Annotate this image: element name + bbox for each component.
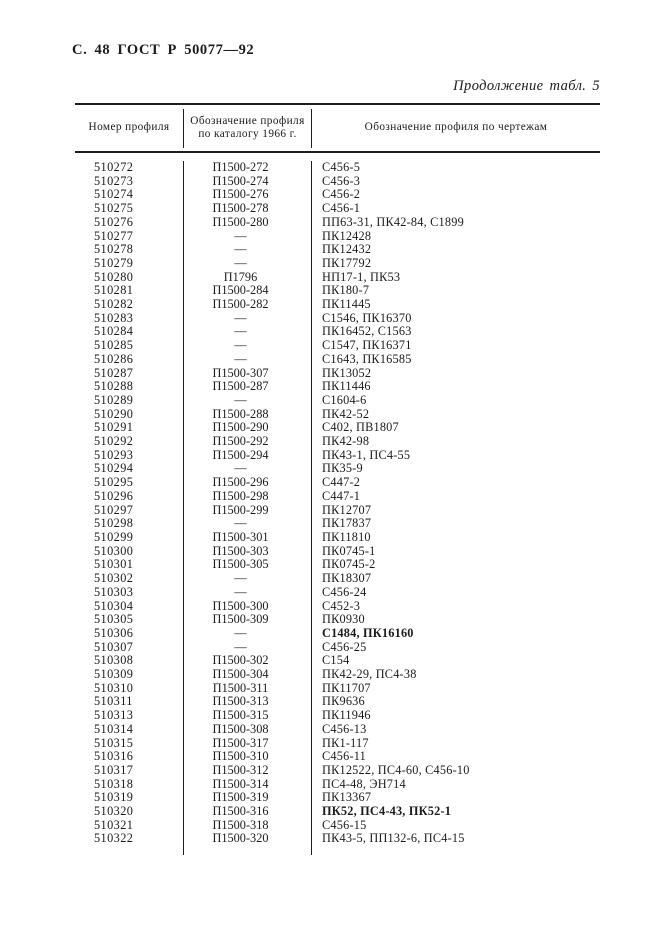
cell-drawing-designation: ПК13052 <box>322 365 372 380</box>
cell-profile-number: 510317 <box>94 762 134 777</box>
cell-catalog-designation: — <box>183 641 312 655</box>
table-row <box>75 682 600 696</box>
table-row <box>75 641 600 655</box>
cell-profile-number: 510314 <box>94 721 134 736</box>
cell-profile-number: 510318 <box>94 776 134 791</box>
table-row <box>75 791 600 805</box>
table-row <box>75 613 600 627</box>
cell-drawing-designation: С456-2 <box>322 187 361 202</box>
cell-catalog-designation: П1500-298 <box>183 490 312 504</box>
cell-catalog-designation: П1500-292 <box>183 435 312 449</box>
table-row <box>75 600 600 614</box>
column-header-profile-number: Номер профиля <box>88 121 170 134</box>
cell-drawing-designation: ПК11445 <box>322 297 371 312</box>
cell-profile-number: 510275 <box>94 201 134 216</box>
cell-catalog-designation: — <box>183 353 312 367</box>
table-row <box>75 668 600 682</box>
cell-catalog-designation: П1500-311 <box>183 682 312 696</box>
cell-drawing-designation: ПК11446 <box>322 379 371 394</box>
cell-drawing-designation: С456-3 <box>322 173 361 188</box>
cell-catalog-designation: — <box>183 586 312 600</box>
cell-drawing-designation: С456-24 <box>322 584 367 599</box>
table-row <box>75 723 600 737</box>
cell-catalog-designation: П1500-280 <box>183 216 312 230</box>
cell-drawing-designation: ПК11946 <box>322 708 371 723</box>
table-row <box>75 325 600 339</box>
cell-catalog-designation: П1500-305 <box>183 558 312 572</box>
cell-catalog-designation: П1500-296 <box>183 476 312 490</box>
cell-drawing-designation: ПК1-117 <box>322 735 369 750</box>
cell-profile-number: 510289 <box>94 392 134 407</box>
table-row <box>75 243 600 257</box>
cell-catalog-designation: П1500-300 <box>183 600 312 614</box>
cell-catalog-designation: П1500-282 <box>183 298 312 312</box>
table-row <box>75 312 600 326</box>
cell-catalog-designation: П1500-276 <box>183 188 312 202</box>
cell-catalog-designation: П1500-312 <box>183 764 312 778</box>
profiles-table <box>75 103 600 855</box>
cell-profile-number: 510319 <box>94 790 134 805</box>
cell-profile-number: 510272 <box>94 160 134 174</box>
cell-profile-number: 510274 <box>94 187 134 202</box>
cell-drawing-designation: ПК42-52 <box>322 406 370 421</box>
cell-catalog-designation: — <box>183 517 312 531</box>
table-row <box>75 435 600 449</box>
cell-profile-number: 510308 <box>94 653 134 668</box>
cell-profile-number: 510291 <box>94 420 134 435</box>
cell-profile-number: 510295 <box>94 475 134 490</box>
table-row <box>75 353 600 367</box>
cell-drawing-designation: ПК12707 <box>322 502 372 517</box>
cell-profile-number: 510304 <box>94 598 134 613</box>
table-row <box>75 504 600 518</box>
cell-profile-number: 510302 <box>94 571 134 586</box>
cell-drawing-designation: ПС4-48, ЭН714 <box>322 776 406 791</box>
table-row <box>75 408 600 422</box>
cell-drawing-designation: С1546, ПК16370 <box>322 310 412 325</box>
cell-catalog-designation: — <box>183 339 312 353</box>
table-row <box>75 462 600 476</box>
column-header-catalog-designation: Обозначение профиля по каталогу 1966 г. <box>183 109 312 148</box>
cell-drawing-designation: С447-2 <box>322 475 361 490</box>
cell-profile-number: 510284 <box>94 324 134 339</box>
cell-drawing-designation: С456-11 <box>322 749 366 764</box>
cell-catalog-designation: П1500-314 <box>183 778 312 792</box>
cell-catalog-designation: — <box>183 572 312 586</box>
table-row <box>75 421 600 435</box>
cell-drawing-designation: С1604-6 <box>322 392 367 407</box>
cell-catalog-designation: П1500-304 <box>183 668 312 682</box>
cell-profile-number: 510310 <box>94 680 134 695</box>
cell-catalog-designation: — <box>183 312 312 326</box>
cell-profile-number: 510279 <box>94 255 134 270</box>
cell-profile-number: 510300 <box>94 543 134 558</box>
cell-profile-number: 510307 <box>94 639 134 654</box>
cell-drawing-designation: ПК12432 <box>322 242 372 257</box>
cell-drawing-designation: ПК52, ПС4-43, ПК52-1 <box>322 804 452 819</box>
cell-catalog-designation: — <box>183 325 312 339</box>
table-row <box>75 627 600 641</box>
cell-profile-number: 510320 <box>94 804 134 819</box>
cell-profile-number: 510303 <box>94 584 134 599</box>
table-row <box>75 188 600 202</box>
cell-catalog-designation: П1500-274 <box>183 175 312 189</box>
cell-drawing-designation: ПК0745-1 <box>322 543 376 558</box>
cell-drawing-designation: ПК43-5, ПП132-6, ПС4-15 <box>322 831 465 846</box>
column-header-drawing-designation: Обозначение профиля по чертежам <box>364 121 548 134</box>
cell-profile-number: 510313 <box>94 708 134 723</box>
table-row <box>75 819 600 833</box>
cell-drawing-designation: ПК18307 <box>322 571 372 586</box>
table-row <box>75 175 600 189</box>
cell-catalog-designation: П1500-303 <box>183 545 312 559</box>
cell-profile-number: 510287 <box>94 365 134 380</box>
cell-drawing-designation: С1547, ПК16371 <box>322 338 412 353</box>
cell-drawing-designation: ПК180-7 <box>322 283 370 298</box>
cell-drawing-designation: С456-15 <box>322 817 367 832</box>
table-row <box>75 284 600 298</box>
cell-profile-number: 510273 <box>94 173 134 188</box>
table-row <box>75 737 600 751</box>
cell-drawing-designation: С154 <box>322 653 350 668</box>
table-row <box>75 531 600 545</box>
cell-catalog-designation: П1500-301 <box>183 531 312 545</box>
cell-drawing-designation: ПК17837 <box>322 516 372 531</box>
cell-profile-number: 510283 <box>94 310 134 325</box>
cell-drawing-designation: С1484, ПК16160 <box>322 625 414 640</box>
cell-catalog-designation: П1500-287 <box>183 380 312 394</box>
cell-catalog-designation: П1500-313 <box>183 695 312 709</box>
cell-catalog-designation: — <box>183 627 312 641</box>
cell-profile-number: 510294 <box>94 461 134 476</box>
cell-catalog-designation: П1500-272 <box>183 161 312 175</box>
cell-catalog-designation: П1500-299 <box>183 504 312 518</box>
cell-drawing-designation: С456-5 <box>322 160 361 174</box>
cell-drawing-designation: ПК35-9 <box>322 461 363 476</box>
table-row <box>75 161 600 175</box>
cell-drawing-designation: С447-1 <box>322 488 361 503</box>
table-row <box>75 490 600 504</box>
table-row <box>75 805 600 819</box>
table-row <box>75 476 600 490</box>
cell-catalog-designation: П1500-310 <box>183 750 312 764</box>
cell-catalog-designation: П1500-316 <box>183 805 312 819</box>
table-row <box>75 380 600 394</box>
cell-drawing-designation: ПК12428 <box>322 228 372 243</box>
table-row <box>75 558 600 572</box>
table-row <box>75 750 600 764</box>
cell-catalog-designation: П1500-308 <box>183 723 312 737</box>
cell-drawing-designation: С456-1 <box>322 201 361 216</box>
table-row <box>75 271 600 285</box>
cell-catalog-designation: — <box>183 243 312 257</box>
table-row <box>75 572 600 586</box>
table-row <box>75 298 600 312</box>
cell-drawing-designation: ПК11707 <box>322 680 371 695</box>
cell-catalog-designation: П1500-302 <box>183 654 312 668</box>
table-row <box>75 545 600 559</box>
cell-profile-number: 510278 <box>94 242 134 257</box>
cell-catalog-designation: П1500-290 <box>183 421 312 435</box>
cell-profile-number: 510311 <box>94 694 133 709</box>
table-row <box>75 394 600 408</box>
table-row <box>75 709 600 723</box>
table-row <box>75 367 600 381</box>
cell-drawing-designation: ПК9636 <box>322 694 365 709</box>
cell-drawing-designation: ПК43-1, ПС4-55 <box>322 447 411 462</box>
cell-profile-number: 510288 <box>94 379 134 394</box>
cell-catalog-designation: П1500-317 <box>183 737 312 751</box>
cell-catalog-designation: П1796 <box>183 271 312 285</box>
cell-drawing-designation: ПК12522, ПС4-60, С456-10 <box>322 762 470 777</box>
cell-catalog-designation: П1500-309 <box>183 613 312 627</box>
cell-profile-number: 510316 <box>94 749 134 764</box>
table-body <box>75 153 600 855</box>
cell-profile-number: 510292 <box>94 434 134 449</box>
cell-drawing-designation: ПП63-31, ПК42-84, С1899 <box>322 214 464 229</box>
cell-drawing-designation: ПК0745-2 <box>322 557 376 572</box>
cell-profile-number: 510296 <box>94 488 134 503</box>
cell-profile-number: 510282 <box>94 297 134 312</box>
cell-profile-number: 510306 <box>94 625 134 640</box>
cell-catalog-designation: П1500-307 <box>183 367 312 381</box>
cell-profile-number: 510290 <box>94 406 134 421</box>
table-row <box>75 230 600 244</box>
cell-profile-number: 510321 <box>94 817 134 832</box>
cell-profile-number: 510286 <box>94 351 134 366</box>
cell-drawing-designation: ПК16452, С1563 <box>322 324 412 339</box>
cell-catalog-designation: — <box>183 394 312 408</box>
table-row <box>75 202 600 216</box>
cell-drawing-designation: НП17-1, ПК53 <box>322 269 401 284</box>
table-row <box>75 449 600 463</box>
cell-catalog-designation: П1500-278 <box>183 202 312 216</box>
cell-catalog-designation: П1500-320 <box>183 832 312 846</box>
cell-profile-number: 510322 <box>94 831 134 846</box>
table-row <box>75 257 600 271</box>
cell-profile-number: 510298 <box>94 516 134 531</box>
table-row <box>75 339 600 353</box>
cell-catalog-designation: П1500-318 <box>183 819 312 833</box>
cell-drawing-designation: ПК42-29, ПС4-38 <box>322 667 417 682</box>
cell-profile-number: 510276 <box>94 214 134 229</box>
table-row <box>75 764 600 778</box>
cell-profile-number: 510277 <box>94 228 134 243</box>
table-row <box>75 832 600 846</box>
cell-drawing-designation: ПК13367 <box>322 790 372 805</box>
table-row <box>75 216 600 230</box>
table-continuation-caption: Продолжение табл. 5 <box>453 78 600 94</box>
cell-profile-number: 510315 <box>94 735 134 750</box>
cell-catalog-designation: П1500-288 <box>183 408 312 422</box>
cell-catalog-designation: П1500-319 <box>183 791 312 805</box>
table-row <box>75 654 600 668</box>
cell-drawing-designation: ПК0930 <box>322 612 365 627</box>
cell-catalog-designation: — <box>183 230 312 244</box>
cell-profile-number: 510301 <box>94 557 134 572</box>
table-row <box>75 586 600 600</box>
cell-catalog-designation: — <box>183 462 312 476</box>
cell-drawing-designation: С456-25 <box>322 639 367 654</box>
cell-drawing-designation: С402, ПВ1807 <box>322 420 399 435</box>
cell-drawing-designation: ПК42-98 <box>322 434 370 449</box>
cell-profile-number: 510299 <box>94 529 134 544</box>
cell-profile-number: 510297 <box>94 502 134 517</box>
table-row <box>75 778 600 792</box>
cell-catalog-designation: П1500-294 <box>183 449 312 463</box>
table-rule-spacer <box>75 846 600 855</box>
cell-profile-number: 510293 <box>94 447 134 462</box>
table-header-row <box>75 105 600 153</box>
cell-catalog-designation: П1500-315 <box>183 709 312 723</box>
cell-catalog-designation: П1500-284 <box>183 284 312 298</box>
cell-profile-number: 510305 <box>94 612 134 627</box>
cell-drawing-designation: С1643, ПК16585 <box>322 351 412 366</box>
cell-drawing-designation: ПК11810 <box>322 529 371 544</box>
page-header: С. 48 ГОСТ Р 50077—92 <box>72 42 255 58</box>
cell-profile-number: 510309 <box>94 667 134 682</box>
cell-drawing-designation: С452-3 <box>322 598 361 613</box>
table-row <box>75 517 600 531</box>
cell-drawing-designation: С456-13 <box>322 721 367 736</box>
cell-drawing-designation: ПК17792 <box>322 255 372 270</box>
cell-profile-number: 510281 <box>94 283 134 298</box>
cell-catalog-designation: — <box>183 257 312 271</box>
cell-profile-number: 510280 <box>94 269 134 284</box>
table-row <box>75 695 600 709</box>
cell-profile-number: 510285 <box>94 338 134 353</box>
